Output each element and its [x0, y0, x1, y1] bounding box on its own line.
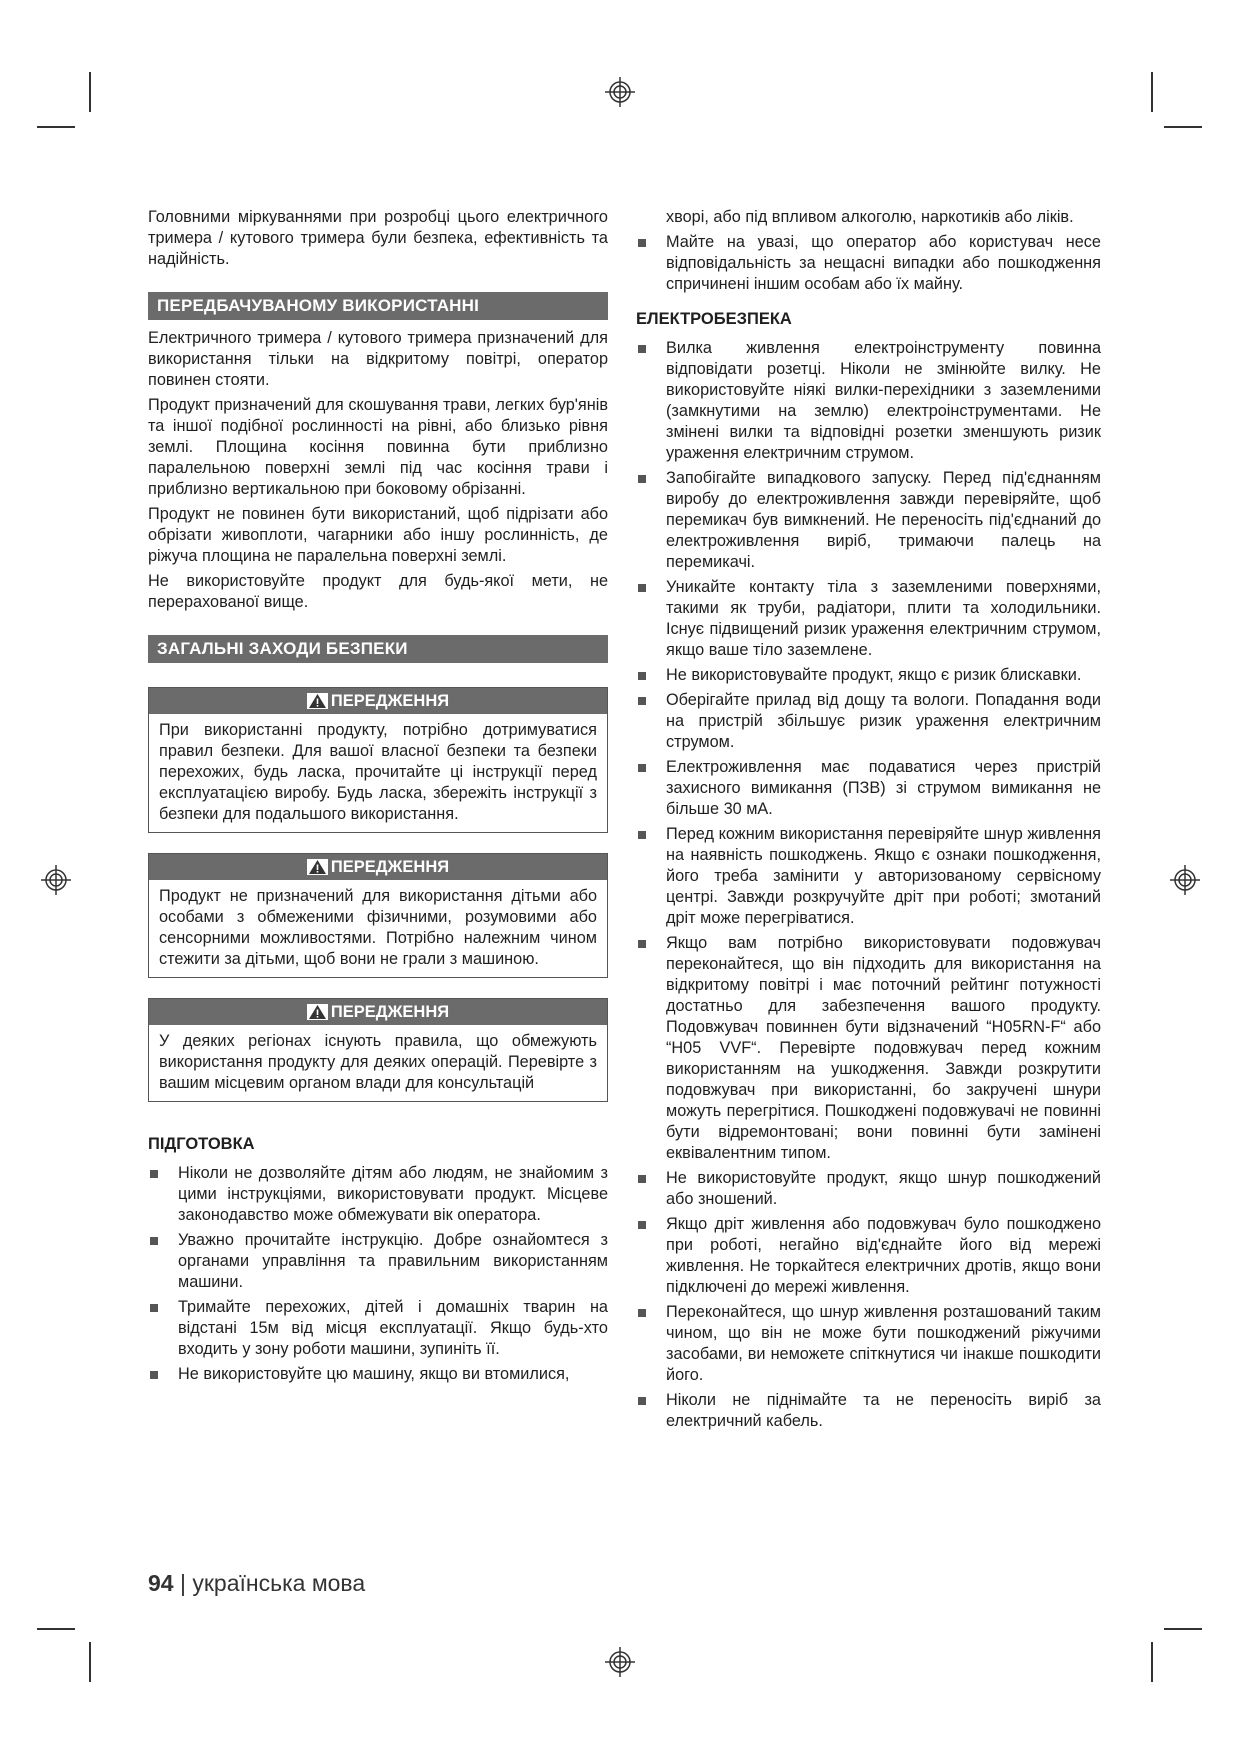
section-heading-intended-use: ПЕРЕДБАЧУВАНОМУ ВИКОРИСТАННІ [148, 292, 608, 320]
paragraph: Не використовуйте продукт для будь-якої мети, не перерахованої вище. [148, 572, 608, 611]
registration-mark-icon [605, 1647, 635, 1677]
left-column [148, 207, 608, 1389]
electrical-safety-list [636, 338, 1101, 1432]
bullet-square-icon [150, 1304, 158, 1312]
warning-title: ПЕРЕДЖЕННЯ [330, 1003, 450, 1021]
bullet-square-icon [638, 831, 646, 839]
warning-box [148, 687, 608, 833]
list-item: Не використовуйте цю машину, якщо ви втомилися, [148, 1364, 608, 1385]
crop-mark [37, 1628, 75, 1630]
bullet-square-icon [638, 584, 646, 592]
preparation-list [148, 1163, 608, 1385]
crop-mark [37, 126, 75, 128]
warning-header [149, 999, 607, 1025]
crop-mark [1151, 1642, 1153, 1682]
intro-paragraph: Головними міркуваннями при розробці цього електричного тримера / кутового тримера були безпека, ефективність та надійність. [148, 208, 608, 268]
footer-separator: | [179, 1570, 186, 1596]
bullet-square-icon [638, 345, 646, 353]
page-footer [148, 1570, 365, 1597]
list-item: Перед кожним використання перевіряйте шнур живлення на наявність пошкоджень. Якщо є ознаки пошкодження, його треба замінити у авторизованому сервісному центрі. Завжди розкручуйте дріт при роботі; змотаний дріт може перегріватися. [636, 824, 1101, 929]
top-list [636, 232, 1101, 295]
bullet-square-icon [150, 1237, 158, 1245]
paragraph: Електричного тримера / кутового тримера призначений для використання тільки на відкритому повітрі, оператор повинен стояти. [148, 329, 608, 389]
crop-mark [89, 1642, 91, 1682]
bullet-square-icon [150, 1170, 158, 1178]
list-item: Оберігайте прилад від дощу та вологи. Попадання води на пристрій збільшує ризик ураження електричним струмом. [636, 690, 1101, 753]
bullet-square-icon [638, 672, 646, 680]
crop-mark [1151, 72, 1153, 112]
bullet-square-icon [638, 1309, 646, 1317]
list-item: Переконайтеся, що шнур живлення розташований таким чином, що він не може бути пошкоджений ріжучими засобами, ви неможете спіткнутися чи інакше пошкодити його. [636, 1302, 1101, 1386]
registration-mark-icon [1170, 865, 1200, 895]
list-item: Електроживлення має подаватися через пристрій захисного вимикання (ПЗВ) зі струмом вимикання не більше 30 мА. [636, 757, 1101, 820]
crop-mark [89, 72, 91, 112]
bullet-square-icon [638, 1221, 646, 1229]
list-item: Запобігайте випадкового запуску. Перед під'єднанням виробу до електроживлення завжди перевіряйте, щоб перемикач був вимкнений. Не переносіть під'єднаний до електроживлення виріб, тримаючи палець на перемикачі. [636, 468, 1101, 573]
registration-mark-icon [605, 77, 635, 107]
page-number: 94 [148, 1570, 174, 1596]
bullet-square-icon [638, 764, 646, 772]
warning-header [149, 854, 607, 880]
bullet-square-icon [638, 1397, 646, 1405]
list-item: Уважно прочитайте інструкцію. Добре ознайомтеся з органами управління та правильним використанням машини. [148, 1230, 608, 1293]
warning-box [148, 853, 608, 978]
subheading-electrical-safety: ЕЛЕКТРОБЕЗПЕКА [636, 310, 792, 328]
list-item: Уникайте контакту тіла з заземленими поверхнями, такими як труби, радіатори, плити та холодильники. Існує підвищений ризик ураження електричним струмом, якщо ваше тіло заземлене. [636, 577, 1101, 661]
list-item: Не використовувайте продукт, якщо є ризик блискавки. [636, 665, 1101, 686]
paragraph: Продукт призначений для скошування трави, легких бур'янів та іншої подібної рослинності на рівні, або близько рівня землі. Площина косіння повинна бути приблизно паралельною поверхні землі під час косіння трави і приблизно вертикальною при боковому обрізанні. [148, 396, 608, 498]
list-item: Майте на увазі, що оператор або користувач несе відповідальність за нещасні випадки або пошкодження спричинені іншим особам або їх майну. [636, 232, 1101, 295]
crop-mark [1164, 1628, 1202, 1630]
list-item: Вилка живлення електроінструменту повинна відповідати розетці. Ніколи не змінюйте вилку. Не використовуйте ніякі вилки-перехідники з заземленими (замкнутими на землю) електроінструментами. Не змінені вилки та відповідні розетки зменшують ризик ураження електричним струмом. [636, 338, 1101, 464]
bullet-square-icon [638, 1175, 646, 1183]
subheading-preparation: ПІДГОТОВКА [148, 1135, 255, 1153]
right-column [636, 207, 1101, 1436]
list-item: Якщо вам потрібно використовувати подовжувач переконайтеся, що він підходить для використання на відкритому повітрі і має поточний рейтинг потужності достатньо для забезпечення вашого продукту. Подовжувач повиннен бути відзначений “H05RN-F“ або “H05 VVF“. Перевірте подовжувач перед кожним використанням на ушкодження. Завжди розкрутити подовжувач при використанні, бо закручені шнури можуть перегрітися. Пошкоджені подовжувачі не повинні бути відремонтовані; вони повинні бути замінені еквівалентним типом. [636, 933, 1101, 1164]
registration-mark-icon [41, 865, 71, 895]
warning-box [148, 998, 608, 1102]
footer-language: українська мова [192, 1570, 366, 1596]
warning-text: У деяких регіонах існують правила, що обмежують використання продукту для деяких операцій. Перевірте з вашим місцевим органом влади для консультацій [159, 1032, 597, 1092]
bullet-square-icon [638, 697, 646, 705]
warning-text: При використанні продукту, потрібно дотримуватися правил безпеки. Для вашої власної безпеки та безпеки перехожих, будь ласка, прочитайте ці інструкції перед експлуатацією виробу. Будь ласка, збережіть інструкції з безпеки для подальшого використання. [159, 721, 597, 823]
bullet-square-icon [638, 239, 646, 247]
continuation-paragraph: хворі, або під впливом алкоголю, наркотиків або ліків. [666, 208, 1074, 226]
warning-header [149, 688, 607, 714]
bullet-square-icon [638, 475, 646, 483]
warning-title: ПЕРЕДЖЕННЯ [330, 858, 450, 876]
list-item: Ніколи не піднімайте та не переносіть виріб за електричний кабель. [636, 1390, 1101, 1432]
list-item: Тримайте перехожих, дітей і домашніх тварин на відстані 15м від місця експлуатації. Якщо будь-хто входить у зону роботи машини, зупиніть її. [148, 1297, 608, 1360]
paragraph: Продукт не повинен бути використаний, щоб підрізати або обрізати живоплоти, чагарники або іншу рослинність, де ріжуча площина не паралельна поверхні землі. [148, 505, 608, 565]
list-item: Ніколи не дозволяйте дітям або людям, не знайомим з цими інструкціями, використовувати продукт. Місцеве законодавство може обмежувати вік оператора. [148, 1163, 608, 1226]
bullet-square-icon [638, 940, 646, 948]
bullet-square-icon [150, 1371, 158, 1379]
warning-triangle-icon [307, 1003, 329, 1021]
warning-triangle-icon [307, 858, 329, 876]
list-item: Якщо дріт живлення або подовжувач було пошкоджено при роботі, негайно від'єднайте його від мережі живлення. Не торкайтеся електричних дротів, якщо вони підключені до мережі живлення. [636, 1214, 1101, 1298]
warning-triangle-icon [307, 692, 329, 710]
crop-mark [1164, 126, 1202, 128]
section-heading-general-safety: ЗАГАЛЬНІ ЗАХОДИ БЕЗПЕКИ [148, 635, 608, 663]
warning-text: Продукт не призначений для використання дітьми або особами з обмеженими фізичними, розумовими або сенсорними можливостями. Потрібно належним чином стежити за дітьми, щоб вони не грали з машиною. [159, 887, 597, 968]
list-item: Не використовуйте продукт, якщо шнур пошкоджений або зношений. [636, 1168, 1101, 1210]
warning-title: ПЕРЕДЖЕННЯ [330, 692, 450, 710]
